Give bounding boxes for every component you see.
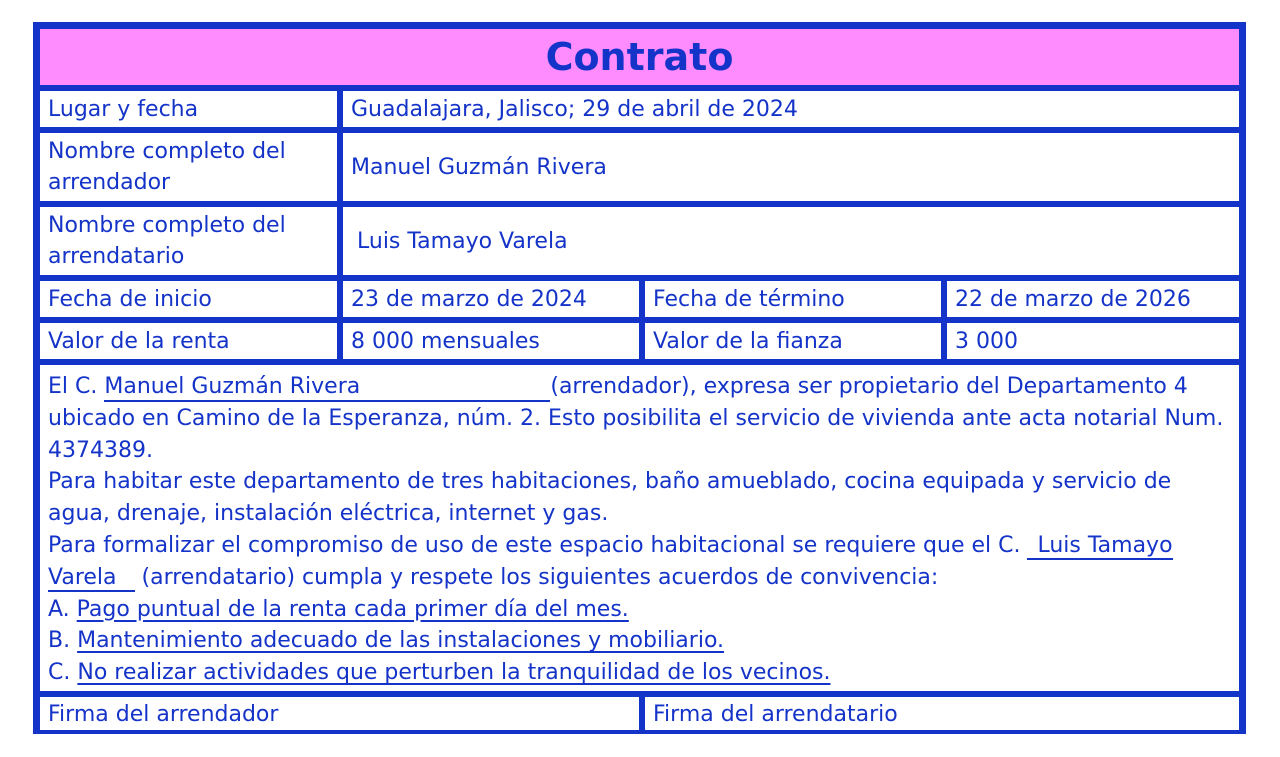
list-item: [48, 657, 1231, 689]
renta-value: 8 000 mensuales: [340, 320, 642, 362]
list-item: [48, 625, 1231, 657]
item-text: Mantenimiento adecuado de las instalaciones y mobiliario.: [77, 628, 725, 654]
arrendador-label: Nombre completo del arrendador: [37, 130, 340, 204]
page-title: Contrato: [37, 26, 1242, 88]
p1-rest: (arrendador), expresa ser propietario del Departamento 4 ubicado en Camino de la Esperanza, núm. 2. Esto posibilita el servicio de vivienda ante acta notarial Num. 4374389.: [48, 374, 1224, 463]
arrendatario-value: Luis Tamayo Varela: [340, 204, 1242, 278]
p3-rest: (arrendatario) cumpla y respete los siguientes acuerdos de convivencia:: [134, 564, 939, 590]
lugar-label: Lugar y fecha: [37, 88, 340, 130]
arrendador-value: Manuel Guzmán Rivera: [340, 130, 1242, 204]
p3-prefix: Para formalizar el compromiso de uso de este espacio habitacional se requiere que el C.: [48, 532, 1028, 558]
lugar-value: Guadalajara, Jalisco; 29 de abril de 2024: [340, 88, 1242, 130]
item-letter: C.: [48, 660, 78, 686]
renta-label: Valor de la renta: [37, 320, 340, 362]
arrendatario-name-blank: Luis Tamayo Varela: [48, 532, 1173, 590]
inicio-label: Fecha de inicio: [37, 278, 340, 320]
inicio-value: 23 de marzo de 2024: [340, 278, 642, 320]
paragraph-3: [48, 530, 1231, 594]
item-letter: B.: [48, 628, 78, 654]
arrendatario-label: Nombre completo del arrendatario: [37, 204, 340, 278]
list-item: [48, 594, 1231, 626]
termino-value: 22 de marzo de 2026: [944, 278, 1242, 320]
paragraph-1: [48, 371, 1231, 466]
item-text: No realizar actividades que perturben la tranquilidad de los vecinos.: [77, 660, 831, 686]
contract-body: [37, 362, 1242, 694]
paragraph-2: Para habitar este departamento de tres habitaciones, baño amueblado, cocina equipada y servicio de agua, drenaje, instalación eléctrica, internet y gas.: [48, 469, 1172, 527]
arrendador-name-blank: Manuel Guzmán Rivera: [104, 374, 550, 402]
p1-prefix: El C.: [48, 374, 105, 399]
firma-arrendador: Firma del arrendador: [37, 694, 642, 734]
fianza-label: Valor de la fianza: [642, 320, 944, 362]
firma-arrendatario: Firma del arrendatario: [642, 694, 1242, 734]
item-text: Pago puntual de la renta cada primer día del mes.: [76, 596, 629, 622]
item-letter: A.: [48, 596, 77, 622]
contract-table: [33, 22, 1246, 734]
termino-label: Fecha de término: [642, 278, 944, 320]
fianza-value: 3 000: [944, 320, 1242, 362]
